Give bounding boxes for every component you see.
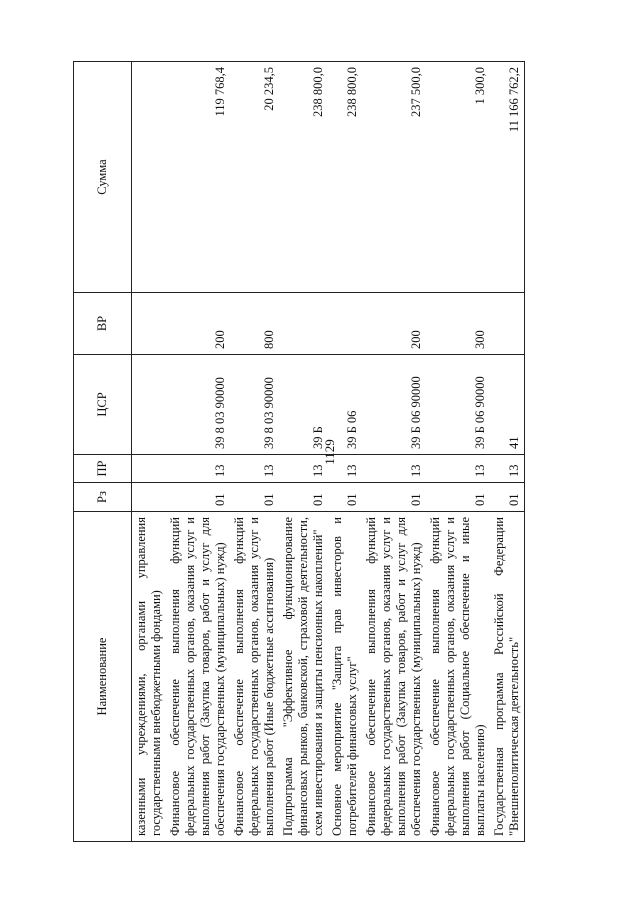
row-pr: 13 (426, 455, 490, 483)
budget-table (73, 61, 525, 842)
row-pr: 13 (490, 455, 525, 483)
row-sum: 11 166 762,2 (490, 62, 525, 293)
table-row (279, 62, 328, 842)
row-pr: 13 (279, 455, 328, 483)
row-csr: 39 Б (279, 355, 328, 455)
table-row (132, 62, 167, 842)
row-name: Финансовое обеспечение выполнения функций федеральных государственных органов, оказания услуг и выполнения работ (Социальное обеспечение и иные выплаты населению) (426, 512, 490, 842)
row-csr: 39 Б 06 90000 (426, 355, 490, 455)
table-row (490, 62, 525, 842)
header-pr: ПР (74, 455, 132, 483)
table-header-row (74, 62, 132, 842)
row-sum: 238 800,0 (328, 62, 362, 293)
row-name: Подпрограмма "Эффективное функционирование финансовых рынков, банковской, страховой деятельности, схем инвестирования и защиты пенсионных накоплений" (279, 512, 328, 842)
row-vr: 200 (362, 293, 426, 355)
row-name: Финансовое обеспечение выполнения функций федеральных государственных органов, оказания услуг и выполнения работ (Закупка товаров, работ и услуг для обеспечения государственных (муниципальных) нужд) (166, 512, 230, 842)
row-pr: 13 (230, 455, 279, 483)
row-pr: 13 (362, 455, 426, 483)
row-sum: 237 500,0 (362, 62, 426, 293)
row-csr: 39 8 03 90000 (166, 355, 230, 455)
row-rz: 01 (328, 483, 362, 512)
row-csr (132, 355, 167, 455)
row-vr (328, 293, 362, 355)
row-rz: 01 (230, 483, 279, 512)
row-name: казенными учреждениями, органами управления государственными внебюджетными фондами) (132, 512, 167, 842)
row-sum: 238 800,0 (279, 62, 328, 293)
page-number: 1129 (322, 439, 337, 465)
row-sum: 20 234,5 (230, 62, 279, 293)
row-rz: 01 (279, 483, 328, 512)
table-row (230, 62, 279, 842)
row-vr: 800 (230, 293, 279, 355)
row-name: Финансовое обеспечение выполнения функций федеральных государственных органов, оказания услуг и выполнения работ (Закупка товаров, работ и услуг для обеспечения государственных (муниципальных) нужд) (362, 512, 426, 842)
row-vr: 300 (426, 293, 490, 355)
header-sum: Сумма (74, 62, 132, 293)
header-csr: ЦСР (74, 355, 132, 455)
table-rotation-wrapper (73, 62, 583, 842)
header-vr: ВР (74, 293, 132, 355)
row-vr: 200 (166, 293, 230, 355)
table-row (166, 62, 230, 842)
row-vr (279, 293, 328, 355)
row-sum: 119 768,4 (166, 62, 230, 293)
row-csr: 39 Б 06 (328, 355, 362, 455)
row-csr: 41 (490, 355, 525, 455)
header-name: Наименование (74, 512, 132, 842)
table-row (362, 62, 426, 842)
table-row (328, 62, 362, 842)
row-sum (132, 62, 167, 293)
table-row (426, 62, 490, 842)
row-rz: 01 (362, 483, 426, 512)
row-rz: 01 (426, 483, 490, 512)
row-rz: 01 (166, 483, 230, 512)
row-rz: 01 (490, 483, 525, 512)
header-rz: Рз (74, 483, 132, 512)
row-rz (132, 483, 167, 512)
row-sum: 1 300,0 (426, 62, 490, 293)
row-vr (132, 293, 167, 355)
row-name: Финансовое обеспечение выполнения функций федеральных государственных органов, оказания услуг и выполнения работ (Иные бюджетные ассигнования) (230, 512, 279, 842)
row-csr: 39 Б 06 90000 (362, 355, 426, 455)
row-vr (490, 293, 525, 355)
row-csr: 39 8 03 90000 (230, 355, 279, 455)
row-pr (132, 455, 167, 483)
row-pr: 13 (166, 455, 230, 483)
row-name: Основное мероприятие "Защита прав инвесторов и потребителей финансовых услуг" (328, 512, 362, 842)
row-name: Государственная программа Российской Федерации "Внешнеполитическая деятельность" (490, 512, 525, 842)
row-pr: 13 (328, 455, 362, 483)
